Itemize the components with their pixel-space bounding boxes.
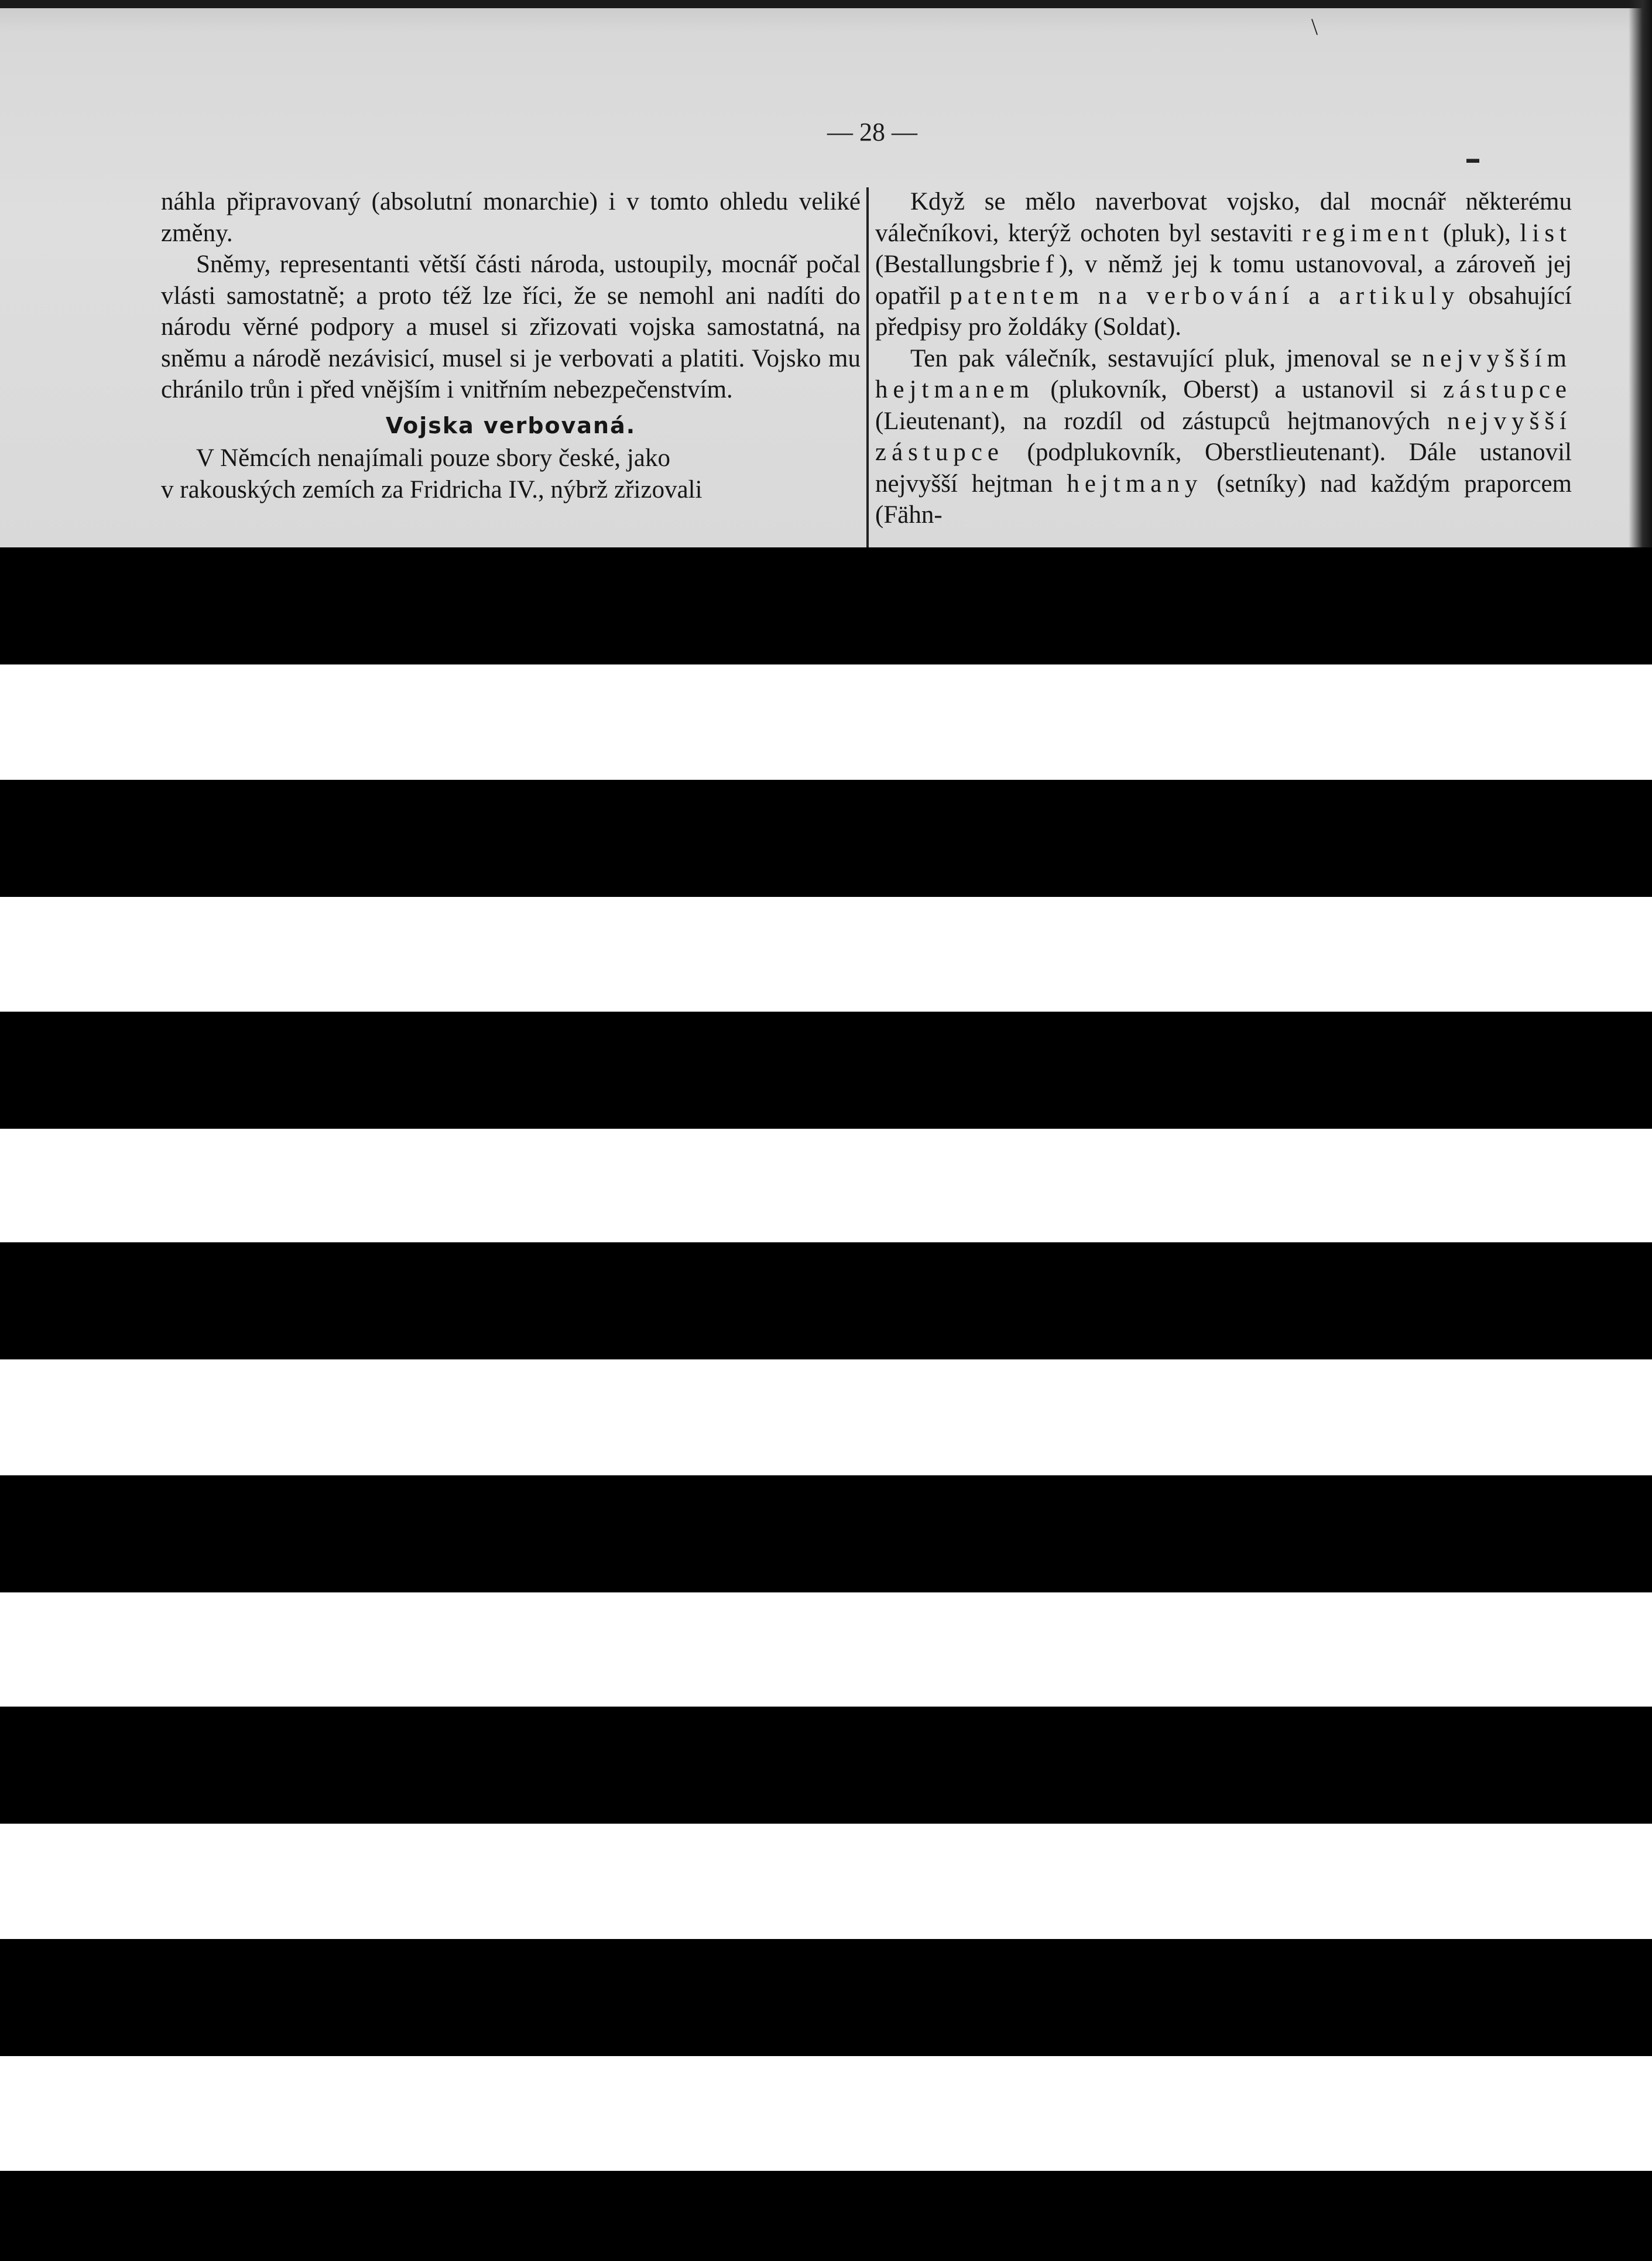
black-band-1 [0,547,1652,664]
left-paragraph-1: náhla připravovaný (absolutní monarchie) i v tomto ohledu veliké změny. [161,188,861,247]
right-paragraph-2 [875,343,1572,531]
black-band-7 [0,1939,1652,2056]
text-run: Ten pak válečník, sestavující pluk, jmenoval se [910,344,1423,372]
black-band-6 [0,1707,1652,1824]
page-number: — 28 — [827,118,917,146]
section-heading: Vojska verbovaná. [385,412,636,439]
text-run: ), v němž jej k tomu ustanovoval, a zároveň jej opatřil [875,251,1572,310]
spaced-term: nejvyšší zástupce [875,407,1572,466]
text-run: (Bestallungsbri [875,251,1029,278]
spaced-term: patentem na verbování a artikuly [950,282,1460,310]
spaced-term: ef [1029,251,1060,278]
spaced-term: nejvyšším hejtmanem [875,344,1572,403]
spaced-term: regiment [1302,219,1434,247]
text-run: (podplukovník, Oberstlieutenant). Dále ustanovil nejvyšší hejtman [875,439,1572,498]
text-run: (setníky) nad každým praporcem (Fähn- [875,470,1572,529]
text-run: (Lieutenant), na rozdíl od zástupců hejtmanových [875,407,1448,435]
left-paragraph-3-cut-line: v rakouských zemích za Fridricha IV., nýbrž zřizovali [161,475,702,503]
spaced-term: zástupce [1442,376,1572,403]
text-run: obsahující předpisy pro žoldáky (Soldat). [875,282,1572,341]
right-paragraph-1 [875,186,1572,343]
left-paragraph-3-text: V Němcích nenajímali pouze sbory české, jako [196,444,670,472]
left-column [161,186,861,505]
black-band-3 [0,1012,1652,1129]
spaced-term: list [1520,219,1572,247]
spaced-term: hejtmany [1067,470,1203,498]
black-band-4 [0,1242,1652,1359]
black-band-8 [0,2171,1652,2261]
scan-top-edge [0,0,1652,8]
black-band-5 [0,1475,1652,1592]
text-run: (plukovník, Oberst) a ustanovil si [1034,376,1443,403]
text-run: (pluk), [1434,219,1520,247]
left-paragraph-3 [161,443,861,505]
margin-dash-mark: ▬ [1466,151,1479,166]
black-band-2 [0,780,1652,897]
scanned-page [0,0,1652,547]
column-rule [866,187,869,547]
text-run: Když se mělo naverbovat vojsko, dal mocnář některému válečníkovi, kterýž ochoten byl sestaviti [875,188,1572,247]
right-column [875,186,1572,531]
left-paragraph-2: Sněmy, representanti větší části národa, ustoupily, mocnář počal vlásti samostatně; a proto též lze říci, že se nemohl ani nadíti do národu věrné podpory a musel si zřizovati vojska samostatná, na sněmu a národě nezávisicí, musel si je verbovati a platiti. Vojsko mu chránilo trůn i před vnějším i vnitřním nebezpečenstvím. [161,251,861,403]
margin-tick-mark: \ [1311,13,1318,40]
